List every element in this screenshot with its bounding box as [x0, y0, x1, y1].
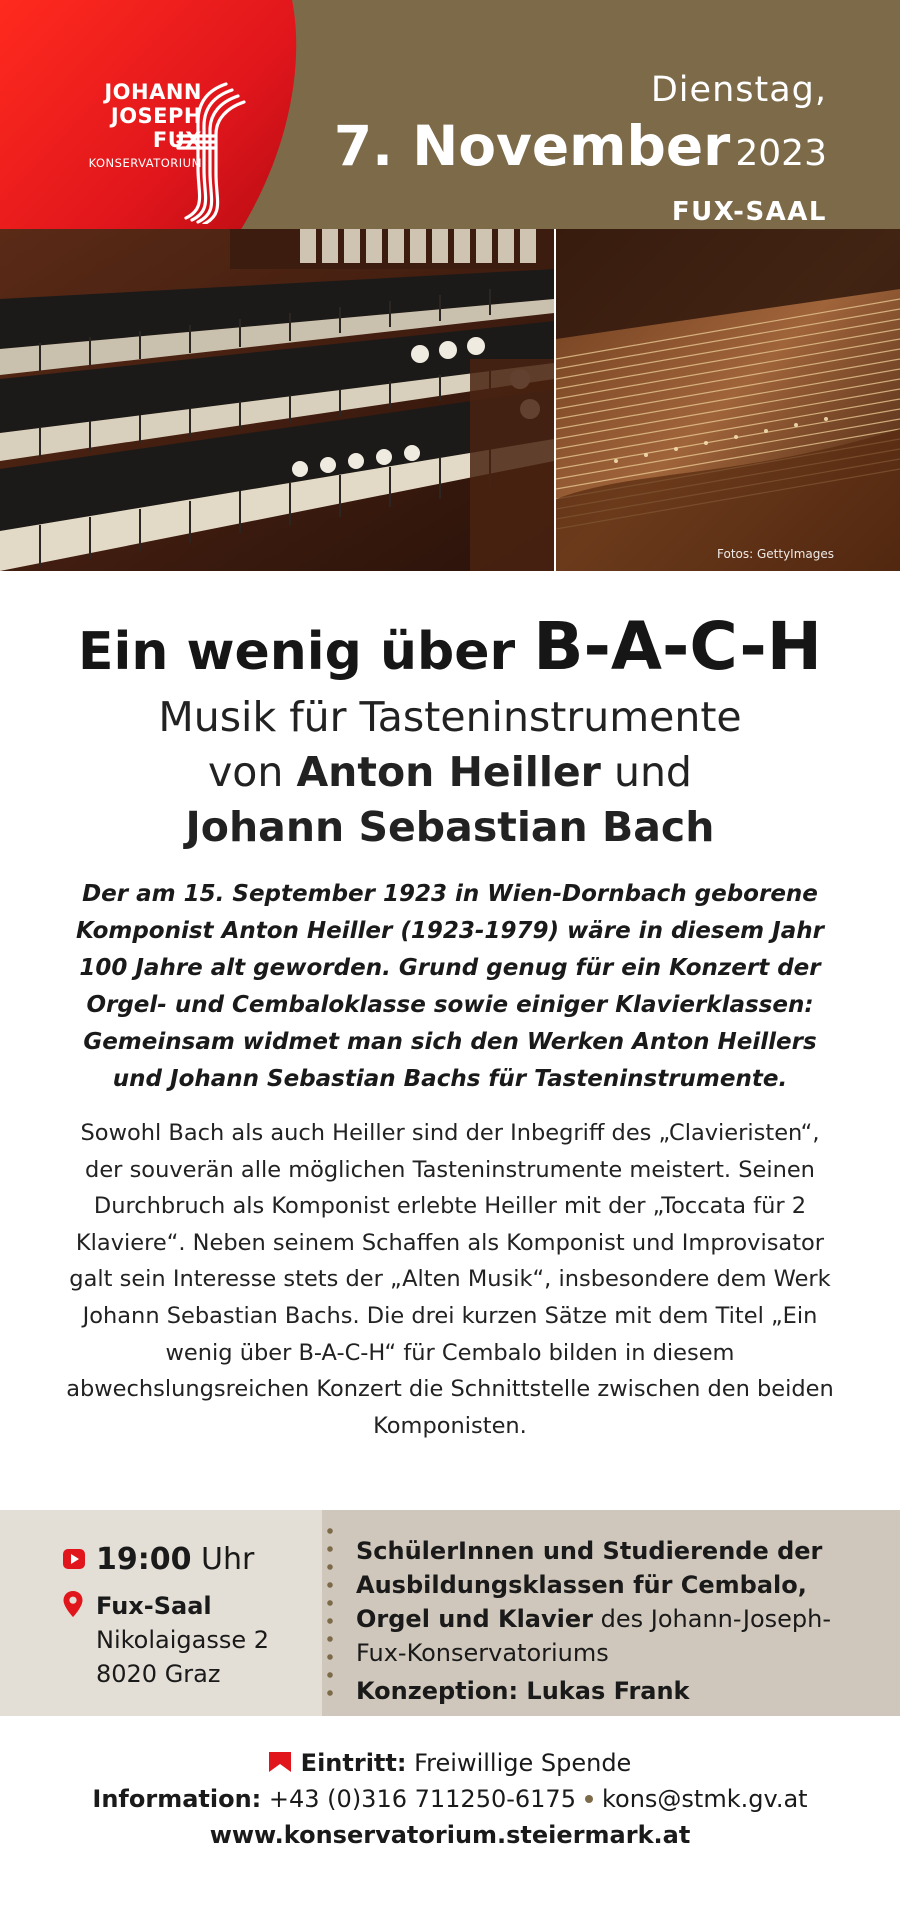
performers-info	[356, 1534, 836, 1708]
subtitle	[0, 690, 900, 855]
logo-line-konservatorium: KONSERVATORIUM	[88, 156, 202, 170]
lead-paragraph: Der am 15. September 1923 in Wien-Dornbach geborene Komponist Anton Heiller (1923-1979) wäre in diesem Jahr 100 Jahre alt geworden. Grund genug für ein Konzert der Orgel- und Cembaloklasse sowie einiger Klavierklassen: Gemeinsam widmet man sich den Werken Anton Heillers und Johann Sebastian Bachs für Tasteninstrumente.	[76, 881, 824, 1092]
contact-line	[0, 1781, 900, 1817]
website-line	[0, 1817, 900, 1853]
performers-bold: SchülerInnen und Studierende der Ausbildungsklassen für Cembalo, Orgel und Klavier	[356, 1537, 823, 1633]
subtitle-von: von	[208, 748, 284, 796]
entry-label: Eintritt:	[300, 1749, 407, 1777]
performers-rest: des Johann-Joseph-Fux-Konservatoriums	[356, 1605, 832, 1667]
footer	[0, 1745, 900, 1853]
event-date-line	[334, 114, 827, 192]
body-paragraph: Sowohl Bach als auch Heiller sind der Inbegriff des „Clavieristen“, der souverän alle möglichen Tasteninstrumente meistert. Seinen Durchbruch als Komponist erlebte Heiller mit der „Toccata für 2 Klaviere“. Neben seinem Schaffen als Komponist und Improvisator galt sein Interesse stets der „Alten Musik“, insbesondere dem Werk Johann Sebastian Bachs. Die drei kurzen Sätze mit dem Titel „Ein wenig über B-A-C-H“ für Cembalo bilden in diesem abwechslungsreichen Konzert die Schnittstelle zwischen den beiden Komponisten.	[66, 1120, 834, 1439]
dotted-divider	[327, 1522, 333, 1708]
piano-strings-photo	[556, 229, 900, 571]
event-venue-top: FUX-SAAL	[671, 197, 827, 227]
subtitle-und: und	[613, 748, 692, 796]
entry-value: Freiwillige Spende	[414, 1749, 632, 1777]
event-address	[96, 1589, 269, 1691]
event-year: 2023	[735, 133, 827, 174]
subtitle-composer-bach: Johann Sebastian Bach	[185, 803, 715, 851]
logo-mark-icon	[168, 76, 246, 224]
flag-icon	[269, 1752, 291, 1772]
logo-line-fux: FUX	[152, 128, 202, 152]
email-link[interactable]: kons@stmk.gv.at	[601, 1785, 808, 1813]
event-day-month: 7. November	[333, 114, 731, 178]
location-pin-icon	[63, 1591, 83, 1617]
entry-line	[0, 1745, 900, 1781]
info-label: Information:	[92, 1785, 262, 1813]
title-prefix: Ein wenig über	[78, 622, 516, 682]
bullet-separator	[585, 1795, 593, 1803]
logo-line-joseph: JOSEPH	[110, 104, 202, 128]
event-weekday: Dienstag,	[650, 70, 827, 110]
subtitle-line-2	[0, 745, 900, 800]
phone-number[interactable]: +43 (0)316 711250-6175	[268, 1785, 576, 1813]
photo-credit: Fotos: GettyImages	[717, 547, 834, 561]
event-time-unit: Uhr	[201, 1542, 255, 1577]
page-title	[0, 608, 900, 687]
website-link[interactable]: www.konservatorium.steiermark.at	[209, 1821, 691, 1849]
performers-text	[356, 1534, 836, 1670]
address-street: Nikolaigasse 2	[96, 1626, 270, 1654]
address-venue: Fux-Saal	[96, 1592, 212, 1620]
organ-keyboard-photo	[0, 229, 554, 571]
title-highlight: B-A-C-H	[533, 608, 822, 685]
event-date	[334, 68, 827, 230]
subtitle-line-1: Musik für Tasteninstrumente	[158, 693, 742, 741]
subtitle-composer-heiller: Anton Heiller	[296, 748, 601, 796]
play-icon	[63, 1549, 85, 1569]
event-time-value: 19:00	[96, 1542, 192, 1577]
event-time	[64, 1540, 254, 1580]
instrument-photos	[0, 229, 900, 571]
address-city: 8020 Graz	[96, 1660, 221, 1688]
subtitle-line-3	[0, 800, 900, 855]
concept-credit: Konzeption: Lukas Frank	[356, 1677, 690, 1705]
logo-line-johann: JOHANN	[104, 80, 202, 104]
